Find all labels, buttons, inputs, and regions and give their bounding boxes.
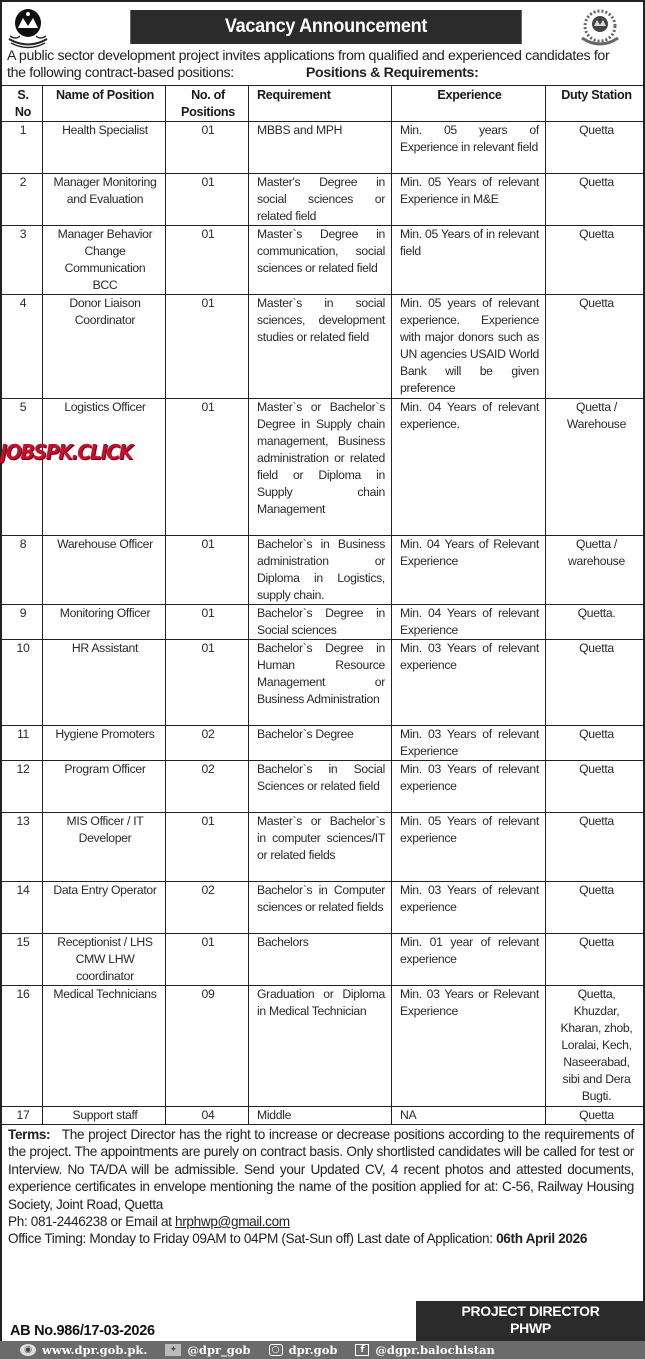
footer-facebook[interactable]: f @dgpr.balochistan <box>355 1343 495 1357</box>
table-row <box>2 726 645 761</box>
instagram-icon: ○ <box>269 1344 283 1356</box>
cell-sn: 1 <box>2 122 43 174</box>
cell-experience: Min. 05 Years of relevant Experience in M&E <box>392 174 546 226</box>
cell-count: 01 <box>166 813 249 882</box>
column-header-requirement: Requirement <box>249 86 392 122</box>
facebook-icon: f <box>355 1344 369 1356</box>
table-row <box>2 761 645 813</box>
column-header-experience: Experience <box>392 86 546 122</box>
cell-station: Quetta <box>546 1107 645 1125</box>
vacancy-table <box>1 85 645 1125</box>
cell-count: 09 <box>166 986 249 1107</box>
table-header-row <box>2 86 645 122</box>
cell-station: Quetta <box>546 174 645 226</box>
cell-name: Manager Behavior Change Communication BCC <box>43 226 166 295</box>
cell-name: Monitoring Officer <box>43 605 166 640</box>
intro-line-2: the following contract-based positions: <box>7 65 234 81</box>
cell-name: HR Assistant <box>43 640 166 726</box>
cell-experience: Min. 04 Years of relevant Experience <box>392 605 546 640</box>
cell-requirement: Master`s in social sciences, development studies or related field <box>249 295 392 399</box>
globe-icon: ◉ <box>20 1344 36 1356</box>
cell-sn: 15 <box>2 934 43 986</box>
column-header-duty-station: Duty Station <box>546 86 645 122</box>
watermark-text: JOBSPK.CLICK <box>0 440 132 464</box>
cell-requirement: Master`s or Bachelor`s in computer sciences/IT or related fields <box>249 813 392 882</box>
cell-name: Data Entry Operator <box>43 882 166 934</box>
cell-requirement: Graduation or Diploma in Medical Technician <box>249 986 392 1107</box>
cell-station: Quetta <box>546 882 645 934</box>
cell-name: Receptionist / LHS CMW LHW coordinator <box>43 934 166 986</box>
cell-experience: Min. 03 Years of relevant experience <box>392 882 546 934</box>
cell-sn: 4 <box>2 295 43 399</box>
cell-station: Quetta <box>546 726 645 761</box>
cell-station: Quetta / Warehouse <box>546 399 645 536</box>
office-timing: Office Timing: Monday to Friday 09AM to 04PM (Sat-Sun off) Last date of Application: <box>8 1231 497 1247</box>
cell-requirement: Master's Degree in social sciences or related field <box>249 174 392 226</box>
cell-requirement: Master`s Degree in communication, social sciences or related field <box>249 226 392 295</box>
cell-experience: Min. 05 Years of in relevant field <box>392 226 546 295</box>
cell-sn: 2 <box>2 174 43 226</box>
cell-count: 01 <box>166 226 249 295</box>
cell-count: 01 <box>166 174 249 226</box>
terms-section <box>8 1126 634 1248</box>
cell-experience: Min. 05 years of relevant experience. Experience with major donors such as UN agencies USAID World Bank will be given preference <box>392 295 546 399</box>
column-header-count: No. of Positions <box>166 86 249 122</box>
cell-count: 01 <box>166 640 249 726</box>
balochistan-emblem-logo-icon <box>6 6 50 50</box>
cell-name: Health Specialist <box>43 122 166 174</box>
cell-name: Support staff <box>43 1107 166 1125</box>
table-row <box>2 399 645 536</box>
dgpr-seal-logo-icon <box>576 6 624 50</box>
cell-sn: 9 <box>2 605 43 640</box>
cell-experience: Min. 01 year of relevant experience <box>392 934 546 986</box>
cell-count: 01 <box>166 605 249 640</box>
signature-org: PHWP <box>510 1320 551 1336</box>
cell-sn: 3 <box>2 226 43 295</box>
cell-count: 01 <box>166 399 249 536</box>
table-row <box>2 536 645 605</box>
table-row <box>2 934 645 986</box>
cell-requirement: Bachelor`s in Business administration or Diploma in Logistics, supply chain. <box>249 536 392 605</box>
table-row <box>2 986 645 1107</box>
cell-sn: 17 <box>2 1107 43 1125</box>
cell-station: Quetta. <box>546 605 645 640</box>
cell-name: MIS Officer / IT Developer <box>43 813 166 882</box>
cell-name: Manager Monitoring and Evaluation <box>43 174 166 226</box>
cell-name: Warehouse Officer <box>43 536 166 605</box>
table-row <box>2 605 645 640</box>
cell-count: 01 <box>166 122 249 174</box>
cell-sn: 10 <box>2 640 43 726</box>
cell-station: Quetta <box>546 813 645 882</box>
cell-experience: Min. 05 Years of relevant experience <box>392 813 546 882</box>
cell-station: Quetta <box>546 122 645 174</box>
cell-experience: Min. 03 Years or Relevant Experience <box>392 986 546 1107</box>
cell-experience: NA <box>392 1107 546 1125</box>
footer-bar <box>0 1341 645 1359</box>
cell-name: Logistics Officer <box>43 399 166 536</box>
signature-box <box>416 1301 645 1341</box>
cell-experience: Min. 04 Years of Relevant Experience <box>392 536 546 605</box>
cell-sn: 8 <box>2 536 43 605</box>
cell-requirement: Bachelor`s Degree in Human Resource Management or Business Administration <box>249 640 392 726</box>
table-row <box>2 882 645 934</box>
cell-station: Quetta / warehouse <box>546 536 645 605</box>
cell-sn: 5 <box>2 399 43 536</box>
contact-phone: Ph: 081-2446238 or Email at <box>8 1214 176 1230</box>
cell-requirement: Bachelor`s in Computer sciences or related fields <box>249 882 392 934</box>
cell-sn: 13 <box>2 813 43 882</box>
cell-requirement: Bachelor`s in Social Sciences or related field <box>249 761 392 813</box>
twitter-icon: ✦ <box>165 1344 181 1356</box>
cell-sn: 14 <box>2 882 43 934</box>
column-header-position: Name of Position <box>43 86 166 122</box>
cell-station: Quetta <box>546 761 645 813</box>
cell-count: 04 <box>166 1107 249 1125</box>
cell-sn: 12 <box>2 761 43 813</box>
terms-label: Terms: <box>8 1127 51 1142</box>
table-row <box>2 226 645 295</box>
cell-requirement: Middle <box>249 1107 392 1125</box>
cell-count: 02 <box>166 882 249 934</box>
cell-count: 02 <box>166 761 249 813</box>
table-row <box>2 1107 645 1125</box>
contact-email-link[interactable]: hrphwp@gmail.com <box>175 1214 290 1230</box>
last-date: 06th April 2026 <box>496 1231 588 1247</box>
cell-name: Hygiene Promoters <box>43 726 166 761</box>
table-row <box>2 813 645 882</box>
cell-station: Quetta <box>546 640 645 726</box>
column-header-sno: S. No <box>2 86 43 122</box>
cell-requirement: Master`s or Bachelor`s Degree in Supply chain management, Business administration or related field or Diploma in Supply chain Management <box>249 399 392 536</box>
cell-requirement: Bachelors <box>249 934 392 986</box>
cell-experience: Min. 03 Years of relevant experience <box>392 761 546 813</box>
cell-station: Quetta <box>546 226 645 295</box>
page-title: Vacancy Announcement <box>130 10 521 44</box>
cell-station: Quetta <box>546 934 645 986</box>
cell-experience: Min. 04 Years of relevant experience. <box>392 399 546 536</box>
footer-instagram[interactable]: ○ dpr.gob <box>269 1343 338 1357</box>
cell-sn: 11 <box>2 726 43 761</box>
footer-website[interactable]: ◉ www.dpr.gob.pk. <box>20 1343 147 1357</box>
table-row <box>2 295 645 399</box>
ad-number: AB No.986/17-03-2026 <box>10 1323 155 1339</box>
cell-count: 01 <box>166 295 249 399</box>
cell-station: Quetta <box>546 295 645 399</box>
section-subtitle: Positions & Requirements: <box>305 65 479 81</box>
table-row <box>2 122 645 174</box>
table-row <box>2 640 645 726</box>
cell-name: Program Officer <box>43 761 166 813</box>
cell-experience: Min. 03 Years of relevant experience <box>392 640 546 726</box>
cell-count: 01 <box>166 934 249 986</box>
cell-experience: Min. 03 Years of relevant Experience <box>392 726 546 761</box>
cell-requirement: MBBS and MPH <box>249 122 392 174</box>
terms-body: The project Director has the right to increase or decrease positions according to the requirements of the project. The appointments are purely on contract basis. Only shortlisted candidates will be called for test or Interview. No TA/DA will be admissible. Send your Updated CV, 4 recent photos and attested documents, experience certificates in envelope mentioning the name of the position applied for at: C-56, Railway Housing Society, Joint Road, Quetta <box>8 1127 634 1212</box>
footer-twitter[interactable]: ✦ @dpr_gob <box>165 1343 250 1357</box>
cell-requirement: Bachelor`s Degree in Social sciences <box>249 605 392 640</box>
table-row <box>2 174 645 226</box>
intro-text <box>7 48 639 82</box>
cell-experience: Min. 05 years of Experience in relevant field <box>392 122 546 174</box>
cell-sn: 16 <box>2 986 43 1107</box>
signature-title: PROJECT DIRECTOR <box>461 1303 600 1319</box>
cell-name: Donor Liaison Coordinator <box>43 295 166 399</box>
cell-count: 02 <box>166 726 249 761</box>
intro-line-1: A public sector development project invites applications from qualified and experienced candidates for <box>7 48 610 64</box>
cell-requirement: Bachelor`s Degree <box>249 726 392 761</box>
cell-count: 01 <box>166 536 249 605</box>
cell-name: Medical Technicians <box>43 986 166 1107</box>
cell-station: Quetta, Khuzdar, Kharan, zhob, Loralai, Kech, Naseerabad, sibi and Dera Bugti. <box>546 986 645 1107</box>
